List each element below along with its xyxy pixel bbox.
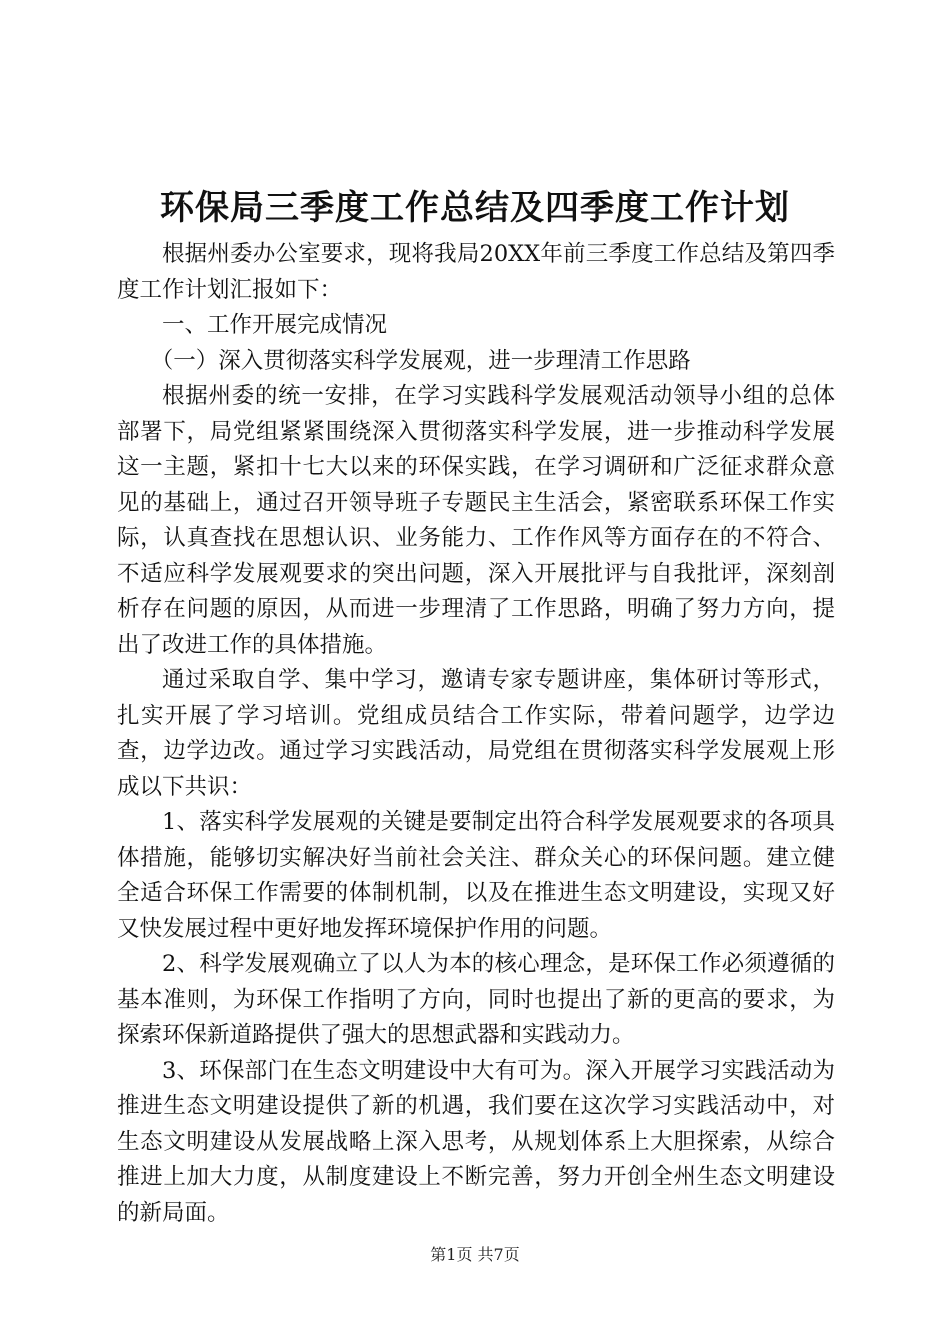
body-paragraph: 通过采取自学、集中学习，邀请专家专题讲座，集体研讨等形式，扎实开展了学习培训。党组成员结合工作实际，带着问题学，边学边查，边学边改。通过学习实践活动，局党组在贯彻落实科学发展观上形成以下共识： [117,667,835,800]
intro-paragraph: 根据州委办公室要求，现将我局20XX年前三季度工作总结及第四季度工作计划汇报如下： [117,241,835,303]
consensus-item-1: 1、落实科学发展观的关键是要制定出符合科学发展观要求的各项具体措施，能够切实解决好当前社会关注、群众关心的环保问题。建立健全适合环保工作需要的体制机制，以及在推进生态文明建设，实现又好又快发展过程中更好地发挥环境保护作用的问题。 [117,809,835,942]
subsection-heading-1: （一）深入贯彻落实科学发展观，进一步理清工作思路 [150,347,691,374]
page-number-footer: 第1页 共7页 [430,1245,520,1264]
document-body [117,237,835,1231]
section-heading-1: 一、工作开展完成情况 [162,312,388,338]
document-title: 环保局三季度工作总结及四季度工作计划 [160,188,790,228]
consensus-item-3: 3、环保部门在生态文明建设中大有可为。深入开展学习实践活动为推进生态文明建设提供了新的机遇，我们要在这次学习实践活动中，对生态文明建设从发展战略上深入思考，从规划体系上大胆探索，从综合推进上加大力度，从制度建设上不断完善，努力开创全州生态文明建设的新局面。 [117,1057,835,1226]
consensus-item-2: 2、科学发展观确立了以人为本的核心理念，是环保工作必须遵循的基本准则，为环保工作指明了方向，同时也提出了新的更高的要求，为探索环保新道路提供了强大的思想武器和实践动力。 [117,951,835,1048]
body-paragraph: 根据州委的统一安排，在学习实践科学发展观活动领导小组的总体部署下，局党组紧紧围绕深入贯彻落实科学发展，进一步推动科学发展这一主题，紧扣十七大以来的环保实践，在学习调研和广泛征求群众意见的基础上，通过召开领导班子专题民主生活会，紧密联系环保工作实际，认真查找在思想认识、业务能力、工作作风等方面存在的不符合、不适应科学发展观要求的突出问题，深入开展批评与自我批评，深刻剖析存在问题的原因，从而进一步理清了工作思路，明确了努力方向，提出了改进工作的具体措施。 [117,383,835,658]
